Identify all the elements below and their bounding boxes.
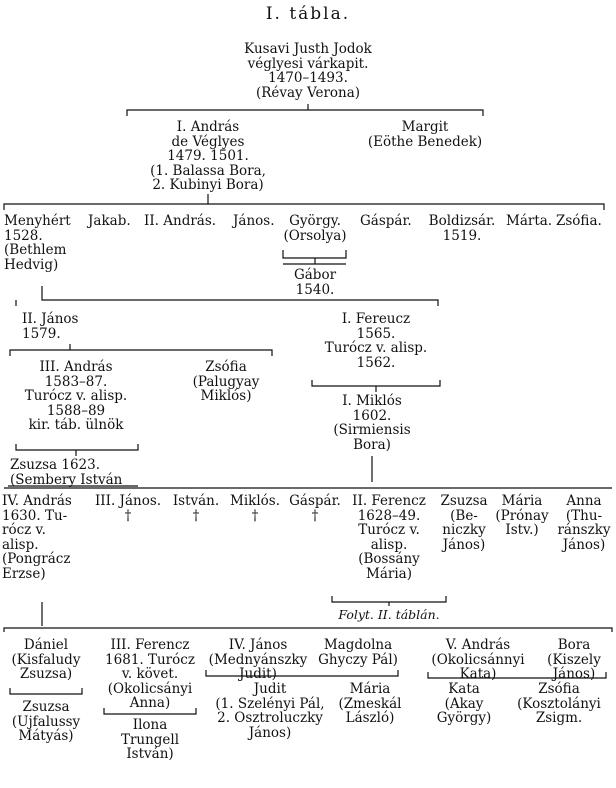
- person-ferencz-iii: III. Ferencz 1681. Turócz v. követ. (Okolicsányi Anna): [105, 637, 195, 711]
- person-ilona: Ilona Trungell István): [120, 717, 180, 762]
- person-andras-i: I. András de Véglyes 1479. 1501. (1. Balassa Bora, 2. Kubinyi Bora): [150, 119, 266, 193]
- person-miklos-i: I. Miklós 1602. (Sirmiensis Bora): [333, 393, 411, 453]
- person-andras-ii: II. András.: [144, 213, 217, 229]
- person-ferencz-i: I. Fereucz 1565. Turócz v. alisp. 1562.: [324, 311, 428, 371]
- person-boldizsar: Boldizsár. 1519.: [428, 213, 496, 244]
- person-judit: Judit (1. Szelényi Pál, 2. Osztroluczky János): [215, 681, 325, 741]
- connector: [332, 596, 446, 606]
- person-anna: Anna (Thu- ránszky János): [557, 493, 611, 553]
- person-andras-iv: IV. András 1630. Tu- rócz v. alisp. (Pongrácz Erzse): [2, 493, 72, 582]
- person-janos-iv: IV. János (Mednyánszky Judit): [208, 637, 308, 682]
- person-maria-b: Mária (Zmeskál László): [338, 681, 402, 726]
- person-daniel: Dániel (Kisfaludy Zsuzsa): [11, 637, 81, 682]
- person-zsofia: Zsófia.: [556, 213, 602, 229]
- table-title: I. tábla.: [265, 4, 351, 24]
- person-zsuzsa-c: Zsuzsa (Ujfalussy Mátyás): [11, 699, 81, 744]
- connector: [16, 444, 138, 456]
- connector: [4, 602, 612, 632]
- person-gabor: Gábor 1540.: [293, 267, 337, 298]
- connector: [283, 250, 346, 264]
- person-janos: János.: [233, 213, 275, 229]
- person-menyhert: Menyhért 1528. (Bethlem Hedvig): [4, 213, 71, 273]
- connector: [10, 344, 272, 356]
- person-miklos-b: Miklós. †: [230, 493, 280, 524]
- person-maria-a: Mária (Prónay Istv.): [495, 493, 549, 538]
- person-gaspar: Gáspár.: [360, 213, 412, 229]
- person-zsuzsa-b: Zsuzsa (Be- niczky János): [440, 493, 488, 553]
- person-gaspar-b: Gáspár. †: [289, 493, 341, 524]
- connector: [10, 688, 82, 694]
- person-istvan: István. †: [172, 493, 220, 524]
- person-ferencz-ii: II. Ferencz 1628–49. Turócz v. alisp. (Bossány Mária): [352, 493, 426, 582]
- person-gyorgy: György. (Orsolya): [283, 213, 347, 244]
- connector: [127, 104, 483, 116]
- person-janos-ii: II. János 1579.: [22, 311, 79, 342]
- connector: [312, 380, 440, 392]
- connector: [16, 286, 438, 306]
- person-kata: Kata (Akay György): [436, 681, 492, 726]
- person-marta: Márta.: [506, 213, 553, 229]
- person-zsuzsa-1623: Zsuzsa 1623. (Sembery István: [10, 457, 123, 488]
- person-magdolna: Magdolna Ghyczy Pál): [318, 637, 398, 668]
- person-zsofia-c: Zsófia (Kosztolányi Zsigm.: [517, 681, 601, 726]
- person-margit: Margit (Eöthe Benedek): [367, 119, 483, 150]
- connector: [4, 194, 604, 210]
- person-jakab: Jakab.: [88, 213, 131, 229]
- person-zsofia-b: Zsófia (Palugyay Miklós): [192, 359, 260, 404]
- root-person: Kusavi Justh Jodok véglyesi várkapit. 1470–1493. (Révay Verona): [244, 41, 372, 101]
- continuation-note: Folyt. II. táblán.: [338, 607, 440, 622]
- person-janos-iii: III. János. †: [94, 493, 162, 524]
- person-andras-v: V. András (Okolicsánnyi Kata): [431, 637, 525, 682]
- person-andras-iii: III. András 1583–87. Turócz v. alisp. 1588–89 kir. táb. ülnök: [24, 359, 128, 433]
- person-bora: Bora (Kiszely János): [547, 637, 601, 682]
